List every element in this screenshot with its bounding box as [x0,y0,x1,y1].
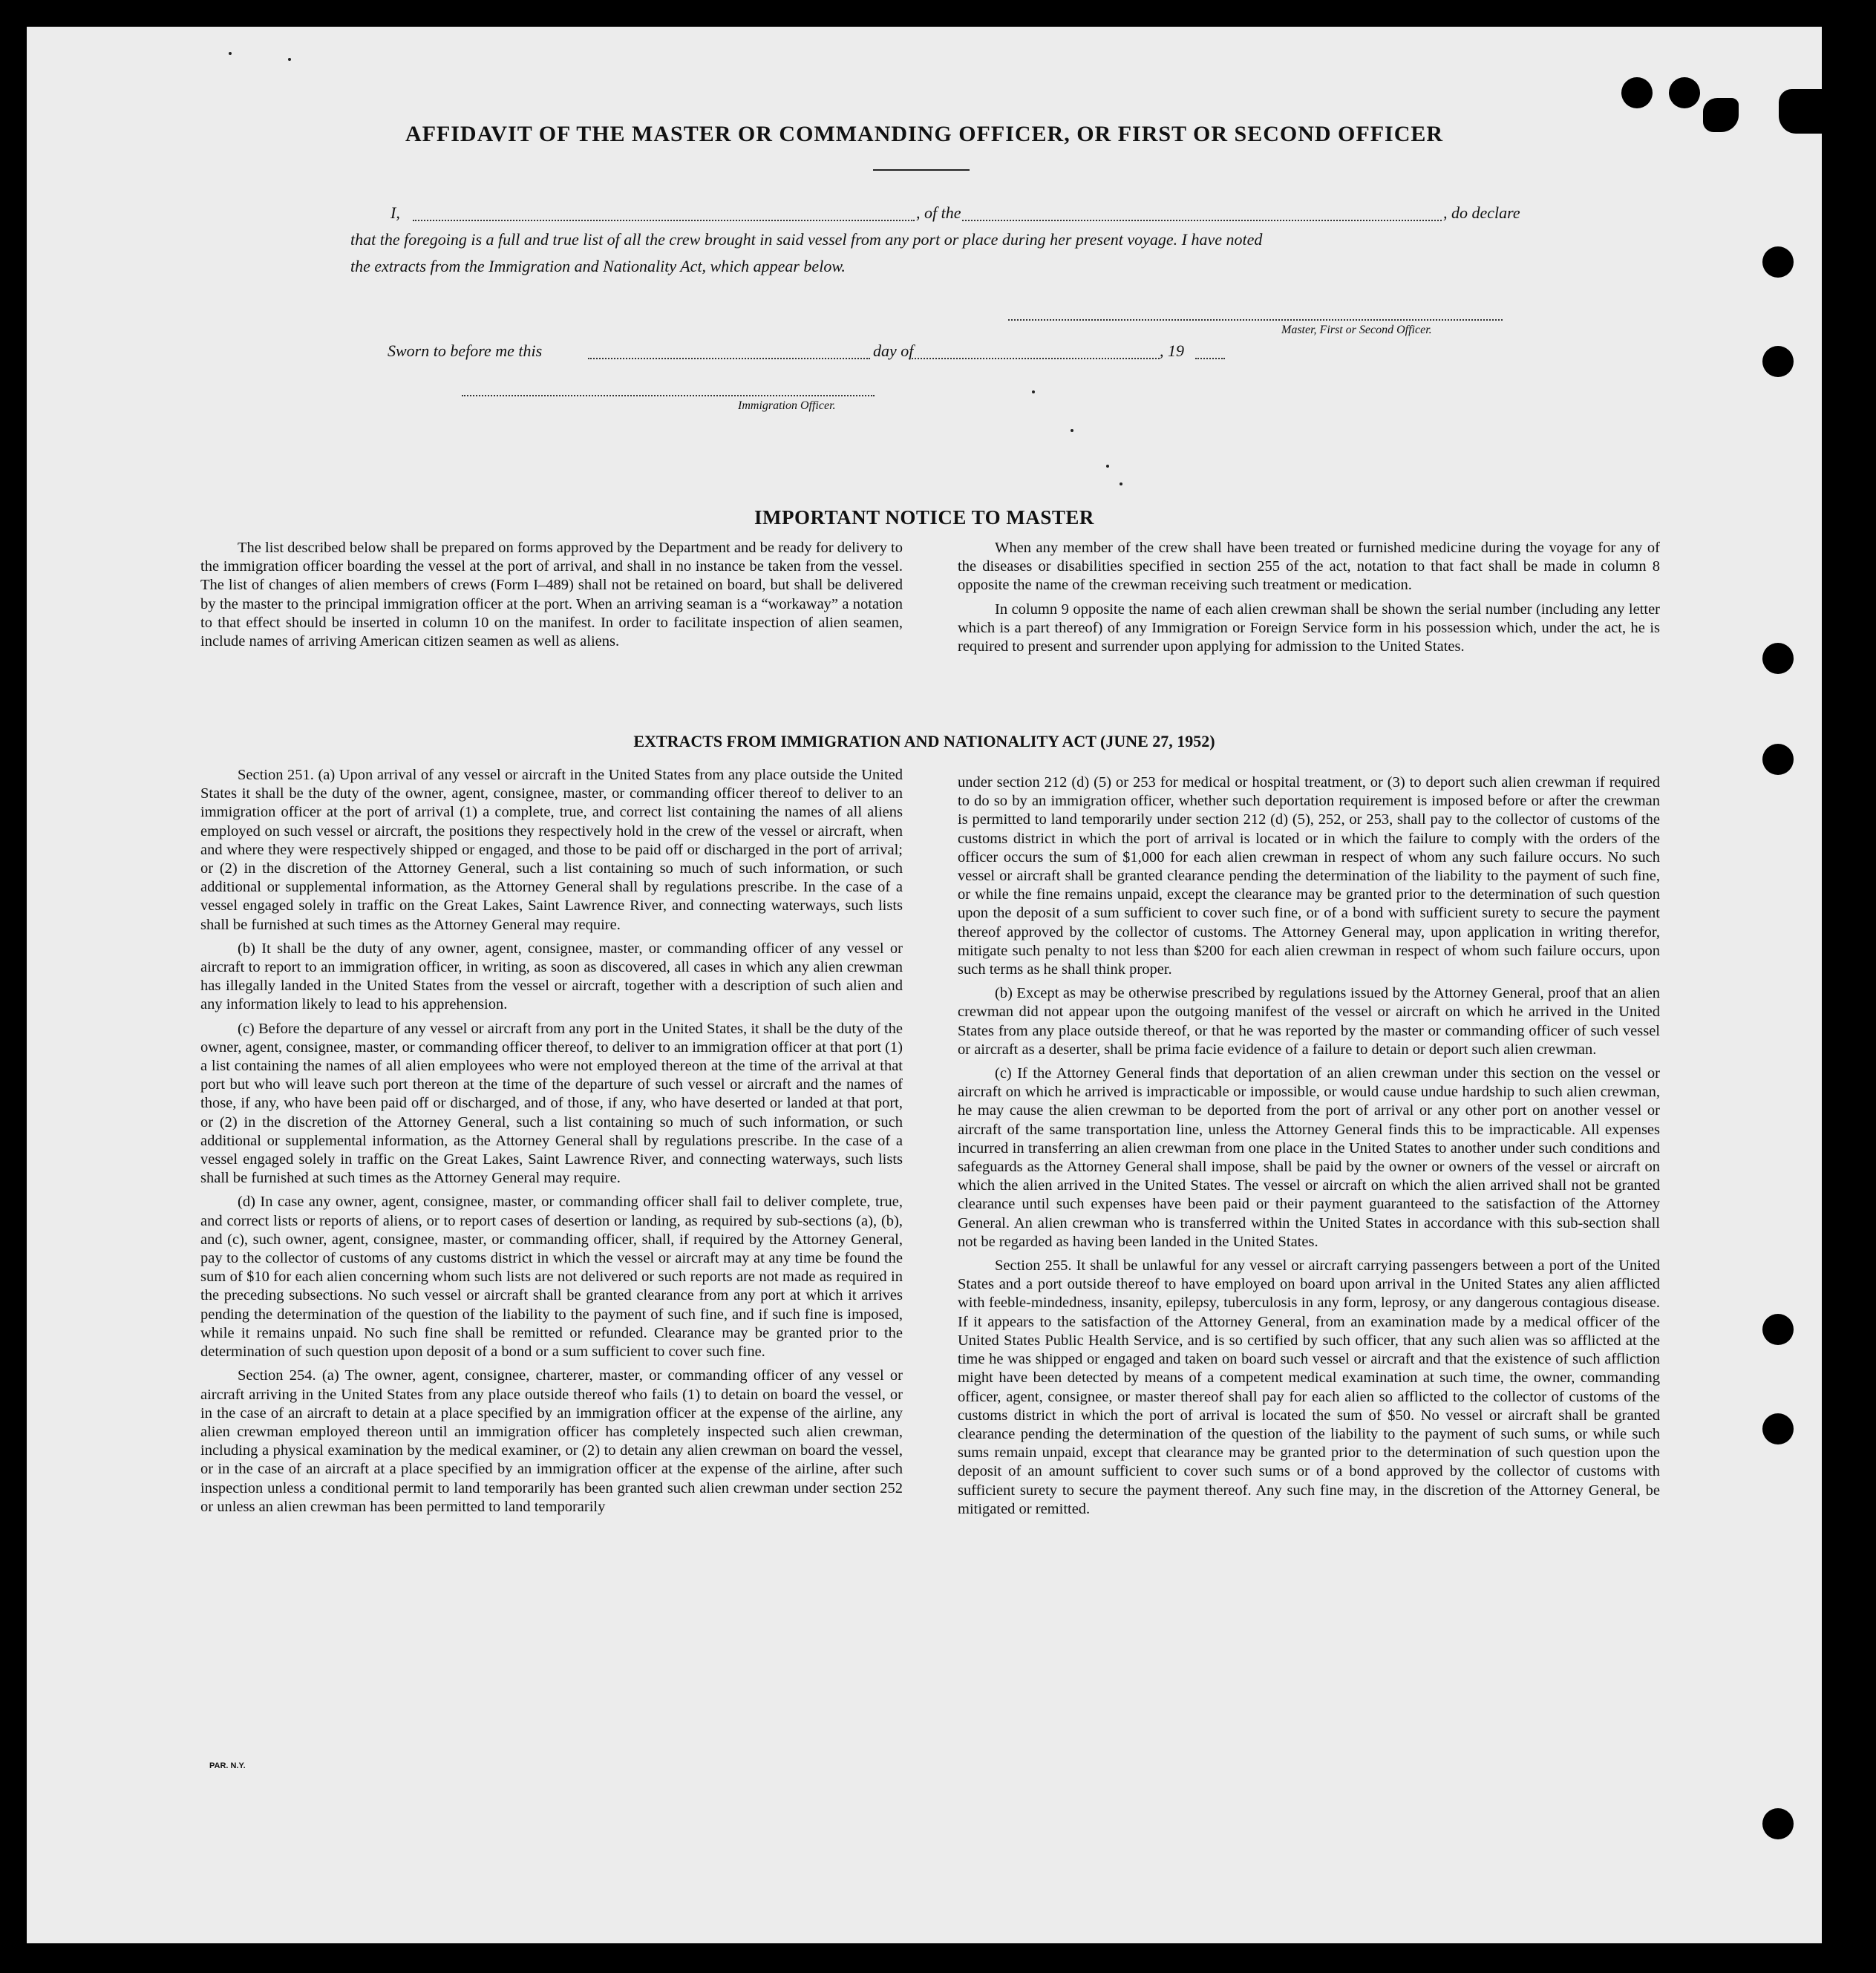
extract-paragraph: (c) If the Attorney General finds that deportation of an alien crewman under this section on the vessel or aircraft on which he arrived is impracticable or impossible, or would cause undue hardship to such alien crewman, he may cause the alien crewman to be deported from the port of arrival or any other port on another vessel or aircraft of the same transportation line, unless the Attorney General finds this to be impracticable. All expenses incurred in transferring an alien crewman from one place in the United States to another under such conditions and safeguards as the Attorney General shall impose, shall be paid by the owner or owners of the vessel or aircraft on which the alien arrived in the United States. The vessel or aircraft on which the alien arrived shall not be granted clearance until such expenses have been paid or their payment guaranteed to the satisfaction of the Attorney General. An alien crewman who is transferred within the United States in accordance with this sub-section shall not be regarded as having been landed in the United States. [958,1065,1660,1250]
notice-paragraph: When any member of the crew shall have been treated or furnished medicine during the voyage for any of the diseases or disabilities specified in section 255 of the act, notation to that fact shall be made in column 8 opposite the name of the crewman receiving such treatment or medication. [958,540,1660,594]
affidavit-title: AFFIDAVIT OF THE MASTER OR COMMANDING OFFICER, OR FIRST OR SECOND OFFICER [405,122,1444,146]
title-underline [873,169,970,171]
day-of-label: day of [873,341,914,360]
extract-paragraph: Section 255. It shall be unlawful for any vessel or aircraft carrying passengers between a port of the United States and a port outside thereof to have employed on board upon arrival in the United States any alien afflicted with feeble-mindedness, insanity, epilepsy, tuberculosis in any form, leprosy, or any dangerous contagious disease. If it appears to the satisfaction of the Attorney General, from an examination made by a medical officer of the United States Public Health Service, and is so certified by such officer, that any such alien was so afflicted at the time he was shipped or engaged and taken on board such vessel or aircraft and that the existence of such affliction might have been detected by means of a competent medical examination at such time, the owner, commanding officer, agent, consignee, or master thereof shall pay for each alien so afflicted to the collector of customs of the customs district in which the port of arrival is located the sum of $50. No vessel or aircraft shall be granted clearance pending the determination of the question of the liability to the payment of such sums, or while such sums remain unpaid, except that clearance may be granted prior to the determination of such question upon the deposit of an amount sufficient to cover such sums or of a bond approved by the collector of customs with sufficient surety to secure the payment thereof. Any such fine may, in the discretion of the Attorney General, be mitigated or remitted. [958,1257,1660,1517]
notice-right-column [958,539,1660,661]
declaration-line3: the extracts from the Immigration and Nationality Act, which appear below. [350,257,846,275]
extract-paragraph: (b) Except as may be otherwise prescribed by regulations issued by the Attorney General, proof that an alien crewman did not appear upon the outgoing manifest of the vessel or aircraft on which he arrived in the United States from any place outside thereof, or that he was reported by the master or commanding officer of such vessel or aircraft as a deserter, shall be prima facie evidence of a failure to detain or deport such alien crewman. [958,985,1660,1058]
declaration-line2: that the foregoing is a full and true list of all the crew brought in said vessel from any port or place during her present voyage. I have noted [350,230,1263,249]
declaration-do-declare: , do declare [1443,203,1520,222]
speck [1071,429,1073,432]
extract-paragraph: (c) Before the departure of any vessel or aircraft from any port in the United States, it shall be the duty of the owner, agent, consignee, master, or commanding officer thereof, to deliver to an immigration officer at that port (1) a list containing the names of all alien employees who were not employed thereon at the time of the arrival at that port but who will leave such port thereon at the time of the departure of such vessel or aircraft and the names of those, if any, who have been paid off or discharged, and of those, if any, who have deserted or landed at that port, or (2) in the discretion of the Attorney General, such a list containing so much of such information, or such additional or supplemental information, as the Attorney General shall by regulations prescribe. In the case of a vessel engaged solely in traffic on the Great Lakes, Saint Lawrence River, and connecting waterways, such lists shall be furnished at such times as the Attorney General may require. [200,1020,903,1187]
punch-hole [1762,246,1794,278]
extracts-title: EXTRACTS FROM IMMIGRATION AND NATIONALITY ACT (JUNE 27, 1952) [633,732,1215,750]
speck [1106,465,1109,468]
extract-paragraph: Section 254. (a) The owner, agent, consignee, charterer, master, or commanding officer of any vessel or aircraft arriving in the United States from any place outside thereof who fails (1) to detain on board the vessel, or in the case of an aircraft to detain at a place specified by an immigration officer at the expense of the airline, any alien crewman employed thereon until an immigration officer has completely inspected such alien crewman, including a physical examination by the medical examiner, or (2) to detain any alien crewman on board the vessel, or in the case of an aircraft at a place specified by an immigration officer at the expense of the airline, after such inspection unless a conditional permit to land temporarily has been granted such alien crewman under section 252 or unless an alien crewman has been permitted to land temporarily [200,1367,903,1515]
extracts-left-column [200,766,903,1522]
year-field[interactable] [1195,358,1225,359]
speck [288,58,291,61]
punch-hole [1762,1808,1794,1839]
notice-left-column [200,539,903,656]
printer-imprint: PAR. N.Y. [209,1761,246,1770]
extract-paragraph: Section 251. (a) Upon arrival of any vessel or aircraft in the United States from any place outside the United States it shall be the duty of the owner, agent, consignee, master, or commanding officer thereof to deliver to an immigration officer at the port of arrival (1) a complete, true, and correct list containing the names of all aliens employed on such vessel or aircraft, the positions they respectively hold in the crew of the vessel or aircraft, when and where they were respectively shipped or engaged, and those to be paid off or discharged in the port of arrival; or (2) in the discretion of the Attorney General, such a list containing so much of such information, or such additional or supplemental information, as the Attorney General shall by regulations prescribe. In the case of a vessel engaged solely in traffic on the Great Lakes, Saint Lawrence River, and connecting waterways, such lists shall be furnished at such times as the Attorney General may require. [200,767,903,933]
notice-paragraph: The list described below shall be prepared on forms approved by the Department and be ready for delivery to the immigration officer boarding the vessel at the port of arrival, and shall in no instance be taken from the vessel. The list of changes of alien members of crews (Form I–489) shall not be retained on board, but shall be delivered by the master to the principal immigration officer at the port. When an arriving seaman is a “workaway” a notation to that effect should be inserted in column 10 on the manifest. In order to facilitate inspection of alien seamen, include names of arriving American citizen seamen as well as aliens. [200,540,903,650]
sworn-month-field[interactable] [909,358,1160,359]
document-page [27,27,1822,1943]
immigration-officer-signature-field[interactable] [462,395,875,396]
extract-paragraph: (b) It shall be the duty of any owner, agent, consignee, master, or commanding officer of any vessel or aircraft to report to an immigration officer, in writing, as soon as discovered, all cases in which any alien crewman has illegally landed in the United States from the vessel or aircraft, together with a description of such alien and any information likely to lead to his apprehension. [200,940,903,1013]
sworn-day-field[interactable] [588,358,870,359]
punch-hole [1762,643,1794,674]
notice-paragraph: In column 9 opposite the name of each alien crewman shall be shown the serial number (including any letter which is a part thereof) of any Immigration or Foreign Service form in his possession which, under the act, he is required to present and surrender upon applying for admission to the United States. [958,601,1660,655]
sworn-label: Sworn to before me this [388,341,543,360]
declaration-i: I, [390,203,400,222]
punch-hole [1621,77,1653,108]
extract-paragraph: under section 212 (d) (5) or 253 for medical or hospital treatment, or (3) to deport such alien crewman if required to do so by an immigration officer, whether such deportation requirement is imposed before or after the crewman is permitted to land temporarily under section 212 (d) (5), 252, or 253, shall pay to the collector of customs of the customs district in which the port of arrival is located or in which the failure to comply with the orders of the officer occurs the sum of $1,000 for each alien crewman in respect of whom any such failure occurs. No such vessel or aircraft shall be granted clearance pending the determination of the liability to the payment of such fine, or while the fine remains unpaid, except the clearance may be granted prior to the determination of such question upon the deposit of a sum sufficient to cover such fine, or of a bond with sufficient surety to secure the payment thereof approved by the collector of customs. The Attorney General may, upon application in writing therefor, mitigate such penalty to not less than $200 for each alien crewman in respect of whom such failure occurs, upon such terms as he shall think proper. [958,774,1660,978]
punch-hole [1762,1314,1794,1345]
master-signature-field[interactable] [1008,319,1503,321]
speck [229,52,232,55]
declaration-of-the: , of the [916,203,961,222]
year-label: , 19 [1160,341,1184,360]
punch-hole [1762,346,1794,377]
extract-paragraph: (d) In case any owner, agent, consignee, master, or commanding officer shall fail to deliver complete, true, and correct lists or reports of aliens, or to report cases of desertion or landing, as required by sub-sections (a), (b), and (c), such owner, agent, consignee, master, or commanding officer, shall, if required by the Attorney General, pay to the collector of customs of any customs district in which the vessel or aircraft may at any time be found the sum of $10 for each alien concerning whom such lists are not delivered or such reports are not made as required in the preceding subsections. No such vessel or aircraft shall be granted clearance from any port at which it arrives pending the determination of the question of the liability to the payment of such fine, and if such fine is imposed, while it remains unpaid. No such fine shall be remitted or refunded. Clearance may be granted prior to the determination of such question upon deposit of a bond or a sum sufficient to cover such fine. [200,1194,903,1361]
master-caption: Master, First or Second Officer. [1281,324,1432,336]
vessel-field[interactable] [962,220,1442,221]
punch-hole [1762,1413,1794,1444]
officer-caption: Immigration Officer. [738,399,836,412]
extracts-right-column [958,773,1660,1524]
name-field[interactable] [413,220,915,221]
speck [1032,390,1035,393]
notice-title: IMPORTANT NOTICE TO MASTER [754,506,1094,529]
speck [1120,482,1122,485]
punch-hole [1669,77,1700,108]
